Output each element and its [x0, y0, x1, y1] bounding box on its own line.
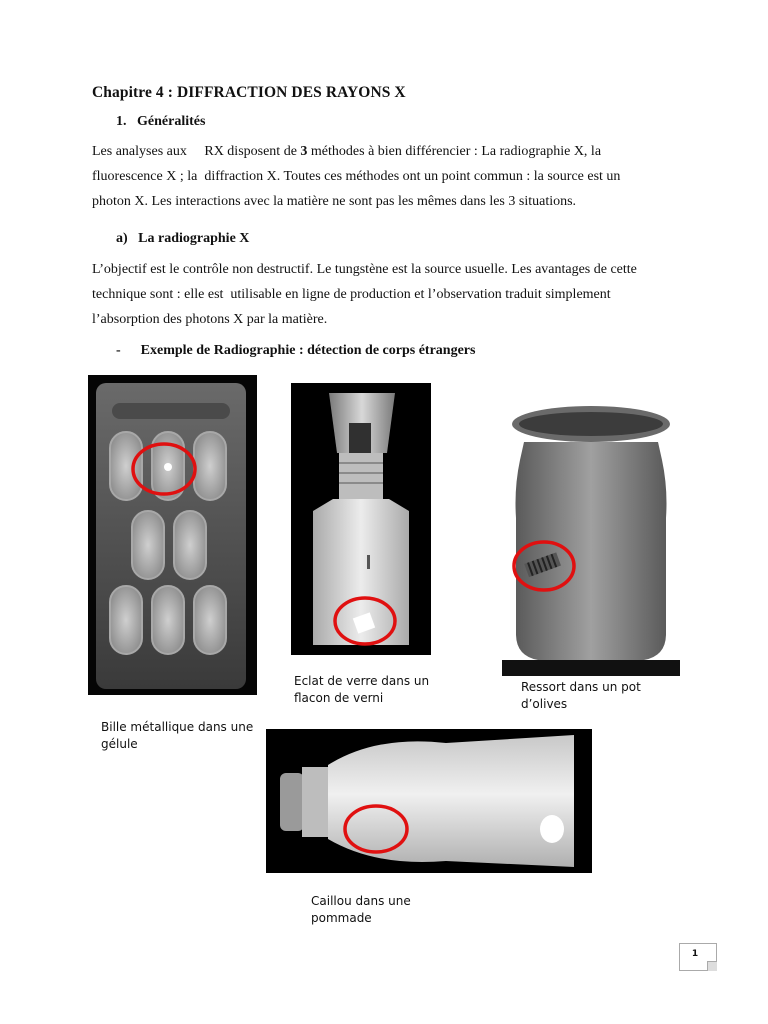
paragraph-line: L’objectif est le contrôle non destructif. Le tungstène est la source usuelle. Les avantages de cette [92, 262, 637, 277]
caption-ointment-tube: Caillou dans une pommade [311, 894, 411, 925]
subsection-heading-radiographie [116, 231, 249, 247]
xray-image-capsules [88, 375, 257, 695]
section-number: 1. [116, 114, 127, 129]
page-number-box [679, 943, 717, 971]
paragraph-line: photon X. Les interactions avec la matière ne sont pas les mêmes dans les 3 situations. [92, 194, 577, 209]
caption-olive-jar: Ressort dans un pot d’olives [521, 680, 641, 711]
xray-image-olive-jar [502, 398, 680, 676]
generalites-paragraph [92, 139, 676, 214]
section-heading-generalites [116, 114, 205, 130]
subsection-title: La radiographie X [138, 231, 250, 246]
caption-capsule: Bille métallique dans une gélule [101, 720, 254, 751]
chapter-title: Chapitre 4 : DIFFRACTION DES RAYONS X [92, 84, 406, 101]
xray-image-ointment-tube [266, 729, 592, 873]
section-title: Généralités [137, 114, 206, 129]
page-fold-icon [707, 961, 717, 971]
page-number: 1 [691, 949, 699, 959]
list-bullet: - [116, 343, 121, 358]
paragraph-line: technique sont : elle est utilisable en ligne de production et l’observation traduit simplement [92, 287, 611, 302]
radiographie-paragraph [92, 257, 676, 332]
list-item-text: Exemple de Radiographie : détection de corps étrangers [140, 343, 476, 358]
example-list-item [116, 343, 475, 359]
xray-image-varnish-bottle [291, 383, 431, 655]
subsection-label: a) [116, 231, 128, 246]
caption-varnish-bottle: Eclat de verre dans un flacon de verni [294, 674, 430, 705]
paragraph-line: Les analyses aux RX disposent de 3 méthodes à bien différencier : La radiographie X, la [92, 144, 602, 159]
paragraph-line: l’absorption des photons X par la matière. [92, 312, 328, 327]
paragraph-line: fluorescence X ; la diffraction X. Toutes ces méthodes ont un point commun : la source est un [92, 169, 621, 184]
